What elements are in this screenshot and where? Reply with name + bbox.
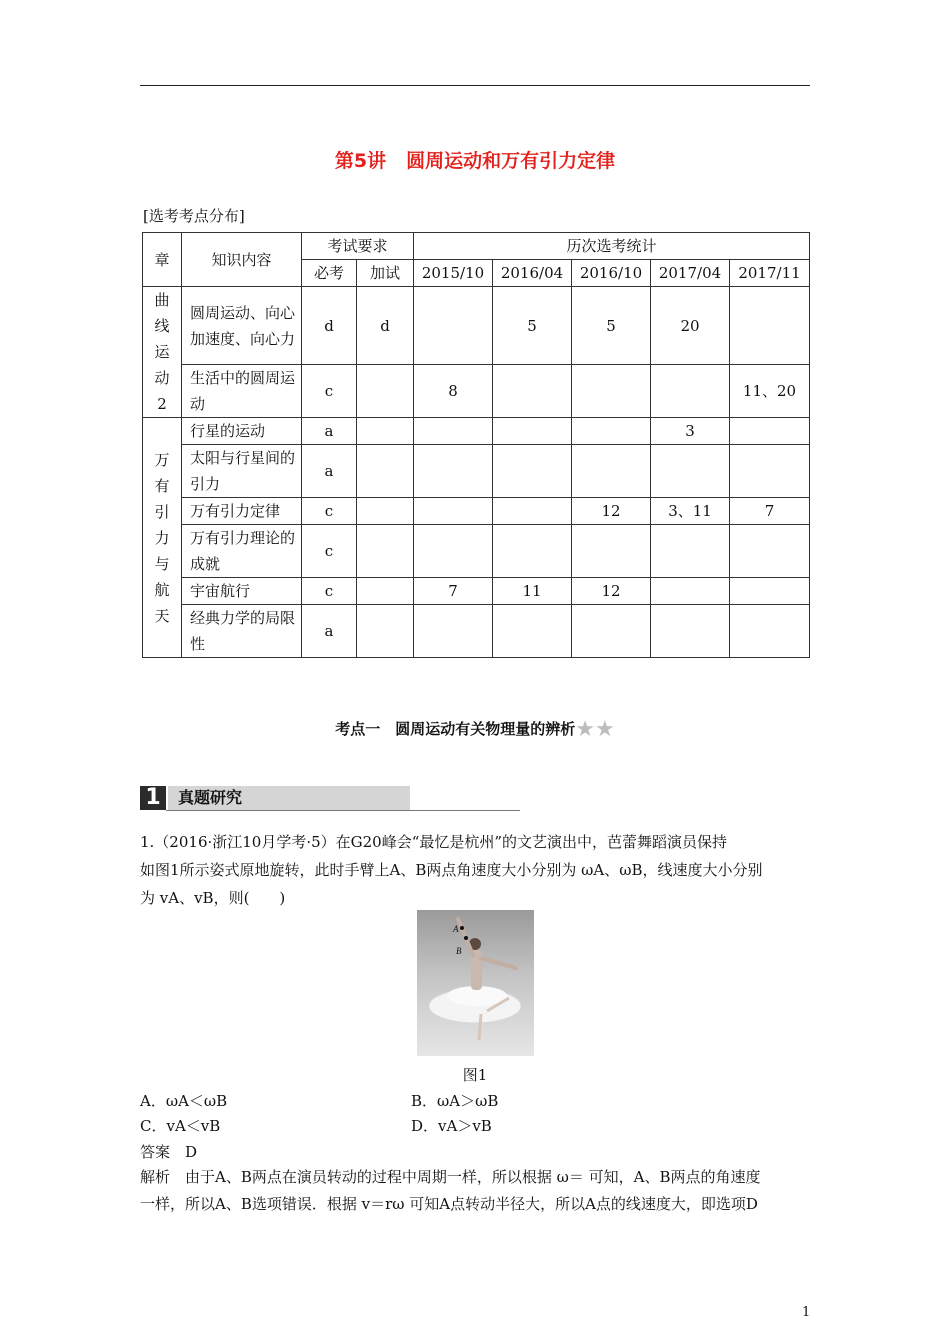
required-cell: c [302,525,357,578]
stat-cell: 11、20 [730,365,810,418]
table-row [143,605,810,658]
header-requirement: 考试要求 [302,233,414,260]
chapter-cell [143,418,182,658]
knowledge-cell: 行星的运动 [182,418,302,445]
stat-cell [493,365,572,418]
required-cell: a [302,605,357,658]
required-cell: c [302,365,357,418]
header-rule [140,85,810,86]
table-row [143,418,810,445]
header-extra: 加试 [357,260,414,287]
stat-cell [572,365,651,418]
stat-cell [414,498,493,525]
stat-cell [651,365,730,418]
extra-cell: d [357,287,414,365]
stat-cell [730,418,810,445]
table-row [143,287,810,365]
stat-cell: 12 [572,498,651,525]
stat-cell [414,605,493,658]
stat-cell [572,525,651,578]
header-date: 2017/11 [730,260,810,287]
extra-cell [357,445,414,498]
stat-cell [572,445,651,498]
stat-cell: 5 [493,287,572,365]
analysis-line: 解析 由于A、B两点在演员转动的过程中周期一样，所以根据 ω＝ 可知，A、B两点的角速度 [140,1168,761,1186]
stat-cell [651,578,730,605]
topic-heading: 考点一 圆周运动有关物理量的辨析★★ [335,717,615,742]
chapter-name: 万有引力与航天 [154,450,170,625]
stat-cell [414,287,493,365]
extra-cell [357,365,414,418]
table-row [143,498,810,525]
stat-cell [493,605,572,658]
stat-cell [414,525,493,578]
stat-cell [730,287,810,365]
chapter-cell [143,287,182,418]
question-line: 如图1所示姿式原地旋转，此时手臂上A、B两点角速度大小分别为 ωA、ωB，线速度大小分别 [140,861,763,879]
knowledge-cell: 生活中的圆周运动 [182,365,302,418]
stat-cell: 11 [493,578,572,605]
knowledge-cell: 宇宙航行 [182,578,302,605]
stat-cell [651,445,730,498]
extra-cell [357,578,414,605]
figure-caption: 图1 [462,1066,488,1084]
header-knowledge: 知识内容 [182,233,302,287]
extra-cell [357,418,414,445]
stat-cell: 3 [651,418,730,445]
knowledge-cell: 太阳与行星间的引力 [182,445,302,498]
option-c: C．vA＜vB [140,1117,221,1135]
stat-cell [730,578,810,605]
page-title: 第5讲 圆周运动和万有引力定律 [334,150,616,172]
stat-cell: 20 [651,287,730,365]
stat-cell: 7 [730,498,810,525]
header-chapter: 章 [143,233,182,287]
stat-cell [493,445,572,498]
section-label: [选考考点分布] [143,207,245,225]
stat-cell [651,605,730,658]
section-bar [140,786,520,810]
section-number: 1 [140,786,166,810]
required-cell: a [302,418,357,445]
knowledge-cell: 万有引力理论的成就 [182,525,302,578]
analysis-line: 一样，所以A、B选项错误．根据 v＝rω 可知A点转动半径大，所以A点的线速度大，即选项D [140,1195,758,1213]
stat-cell [493,498,572,525]
required-cell: c [302,578,357,605]
extra-cell [357,498,414,525]
required-cell: d [302,287,357,365]
stat-cell: 7 [414,578,493,605]
knowledge-cell: 圆周运动、向心加速度、向心力 [182,287,302,365]
point-a-label: A [453,924,459,934]
knowledge-cell: 经典力学的局限性 [182,605,302,658]
stat-cell: 3、11 [651,498,730,525]
header-date: 2015/10 [414,260,493,287]
header-date: 2017/04 [651,260,730,287]
stat-cell [730,605,810,658]
option-d: D．vA＞vB [411,1117,492,1135]
stat-cell [414,445,493,498]
answer-line: 答案 D [140,1143,198,1161]
option-a: A．ωA＜ωB [140,1092,228,1110]
stat-cell [730,445,810,498]
section-title: 真题研究 [168,786,410,810]
stat-cell: 8 [414,365,493,418]
table-row [143,525,810,578]
table-row [143,445,810,498]
header-stats: 历次选考统计 [414,233,810,260]
extra-cell [357,605,414,658]
extra-cell [357,525,414,578]
stat-cell [493,418,572,445]
stat-cell [572,418,651,445]
ballerina-image [417,910,534,1056]
stat-cell: 5 [572,287,651,365]
header-required: 必考 [302,260,357,287]
stat-cell: 12 [572,578,651,605]
section-underline [166,810,520,811]
exam-distribution-table [142,232,810,658]
stat-cell [730,525,810,578]
stat-cell [651,525,730,578]
ballerina-figure [417,910,534,1056]
header-date: 2016/04 [493,260,572,287]
knowledge-cell: 万有引力定律 [182,498,302,525]
table-row [143,578,810,605]
required-cell: a [302,445,357,498]
option-b: B．ωA＞ωB [411,1092,499,1110]
stat-cell [414,418,493,445]
question-line: 1.（2016·浙江10月学考·5）在G20峰会“最忆是杭州”的文艺演出中，芭蕾舞蹈演员保持 [140,833,728,851]
stat-cell [493,525,572,578]
header-date: 2016/10 [572,260,651,287]
stat-cell [572,605,651,658]
required-cell: c [302,498,357,525]
chapter-name: 曲线运动2 [154,291,170,413]
difficulty-stars: ★★ [575,717,615,742]
question-line: 为 vA、vB，则( ) [140,889,286,907]
point-b-label: B [456,946,462,956]
table-row [143,365,810,418]
page-number: 1 [802,1305,811,1320]
